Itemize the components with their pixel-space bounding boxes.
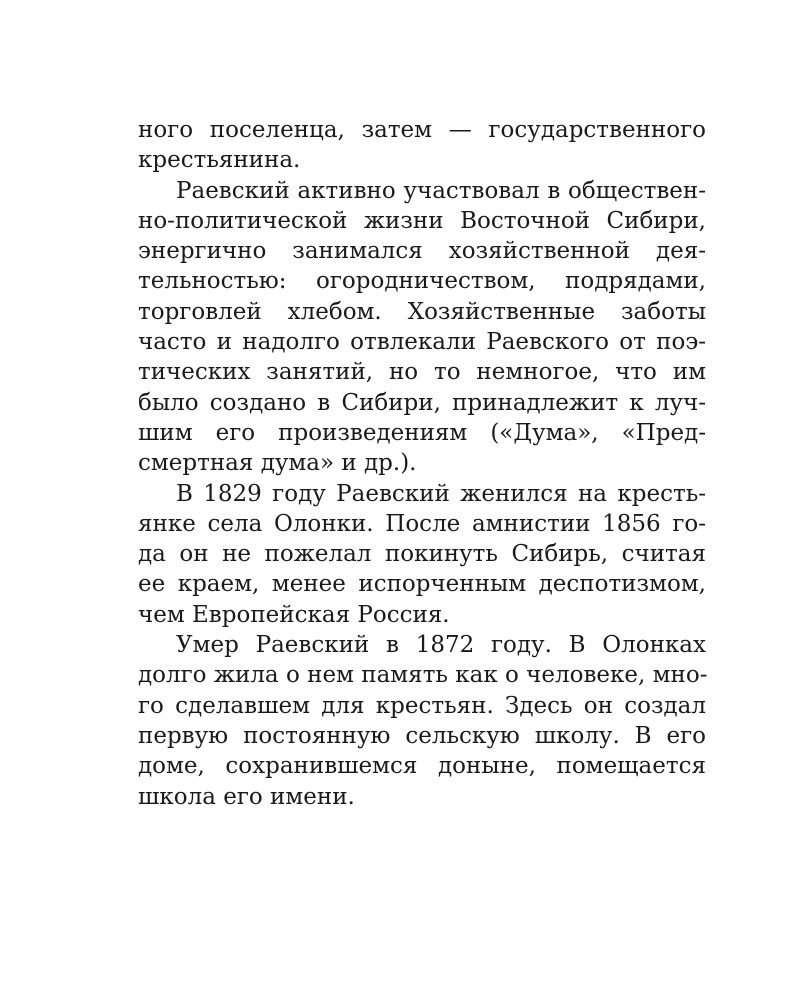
text-line: крестьянина. — [138, 147, 301, 174]
paragraph-first-line: В 1829 году Раевский женился на кресть- — [176, 480, 706, 507]
text-line: смертная дума» и др.). — [138, 450, 417, 477]
text-line: да он не пожелал покинуть Сибирь, считая — [138, 541, 706, 568]
text-line: торговлей хлебом. Хозяйственные заботы — [138, 298, 706, 325]
text-line: ее краем, менее испорченным деспотизмом, — [138, 571, 706, 598]
text-line: долго жила о нем память как о человеке, мно- — [138, 662, 708, 689]
text-line: первую постоянную сельскую школу. В его — [138, 722, 706, 749]
text-line: ного поселенца, затем — государственного — [138, 117, 706, 143]
text-line: энергично занимался хозяйственной дея- — [138, 238, 706, 265]
text-line: тических занятий, но то немногое, что им — [138, 359, 706, 386]
text-line: тельностью: огородничеством, подрядами, — [138, 268, 706, 295]
text-line: часто и надолго отвлекали Раевского от поэ- — [138, 329, 706, 356]
body-text — [138, 115, 706, 812]
text-line: янке села Олонки. После амнистии 1856 го- — [138, 510, 706, 537]
text-line: было создано в Сибири, принадлежит к луч- — [138, 389, 706, 416]
text-line: доме, сохранившемся доныне, помещается — [138, 753, 706, 780]
paragraph-first-line: Умер Раевский в 1872 году. В Олонках — [176, 632, 706, 659]
paragraph-first-line: Раевский активно участвовал в обществен- — [176, 177, 706, 204]
text-line: но-политической жизни Восточной Сибири, — [138, 207, 706, 234]
text-line: шим его произведениям («Дума», «Пред- — [138, 419, 706, 446]
text-line: чем Европейская Россия. — [138, 601, 450, 628]
text-line: школа его имени. — [138, 783, 355, 810]
text-line: го сделавшем для крестьян. Здесь он создал — [138, 692, 706, 719]
